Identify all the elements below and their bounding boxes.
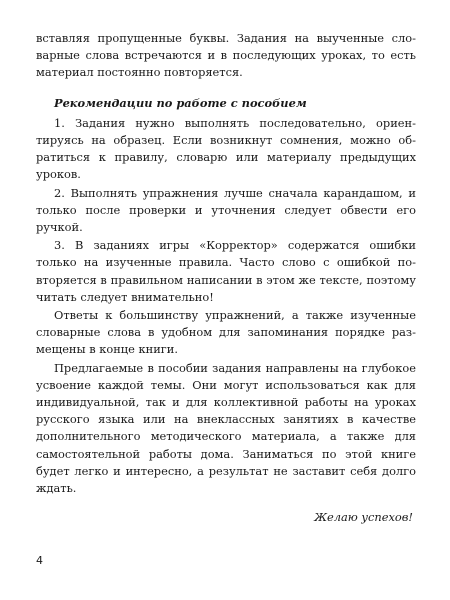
- answers-paragraph: Ответы к большинству упражнений, а также изученные словарные слова в удобном для запоминания порядке размещены в конце книги.: [36, 308, 416, 357]
- document-page: [36, 30, 416, 526]
- recommendation-2: 2. Выполнять упражнения лучше сначала карандашом, и только после проверки и уточнения следует обвести его ручкой.: [36, 185, 416, 235]
- page-number: 4: [36, 554, 43, 567]
- section-heading: Рекомендации по работе с пособием: [54, 95, 307, 110]
- signoff: Желаю успехов!: [314, 510, 413, 525]
- purpose-paragraph: Предлагаемые в пособии задания направлены на глубокое усвоение каждой темы. Они могут использоваться как для индивидуальной, так и для коллективной работы на уроках русского языка или на внеклассных занятиях в качестве дополнительного методического материала, а также для самостоятельной работы дома. Заниматься по этой книге будет легко и интересно, а результат не заставит себя долго ждать.: [36, 360, 416, 496]
- recommendation-3: 3. В заданиях игры «Корректор» содержатся ошибки только на изученные правила. Часто слово с ошибкой повторяется в правильном написании в этом же тексте, поэтому читать следует внимательно!: [36, 238, 416, 304]
- intro-continuation: вставляя пропущенные буквы. Задания на выученные словарные слова встречаются и в последующих уроках, то есть материал постоянно повторяется.: [36, 31, 416, 80]
- recommendation-1: 1. Задания нужно выполнять последовательно, ориентируясь на образец. Если возникнут сомнения, можно обратиться к правилу, словарю или материалу предыдущих уроков.: [36, 115, 416, 182]
